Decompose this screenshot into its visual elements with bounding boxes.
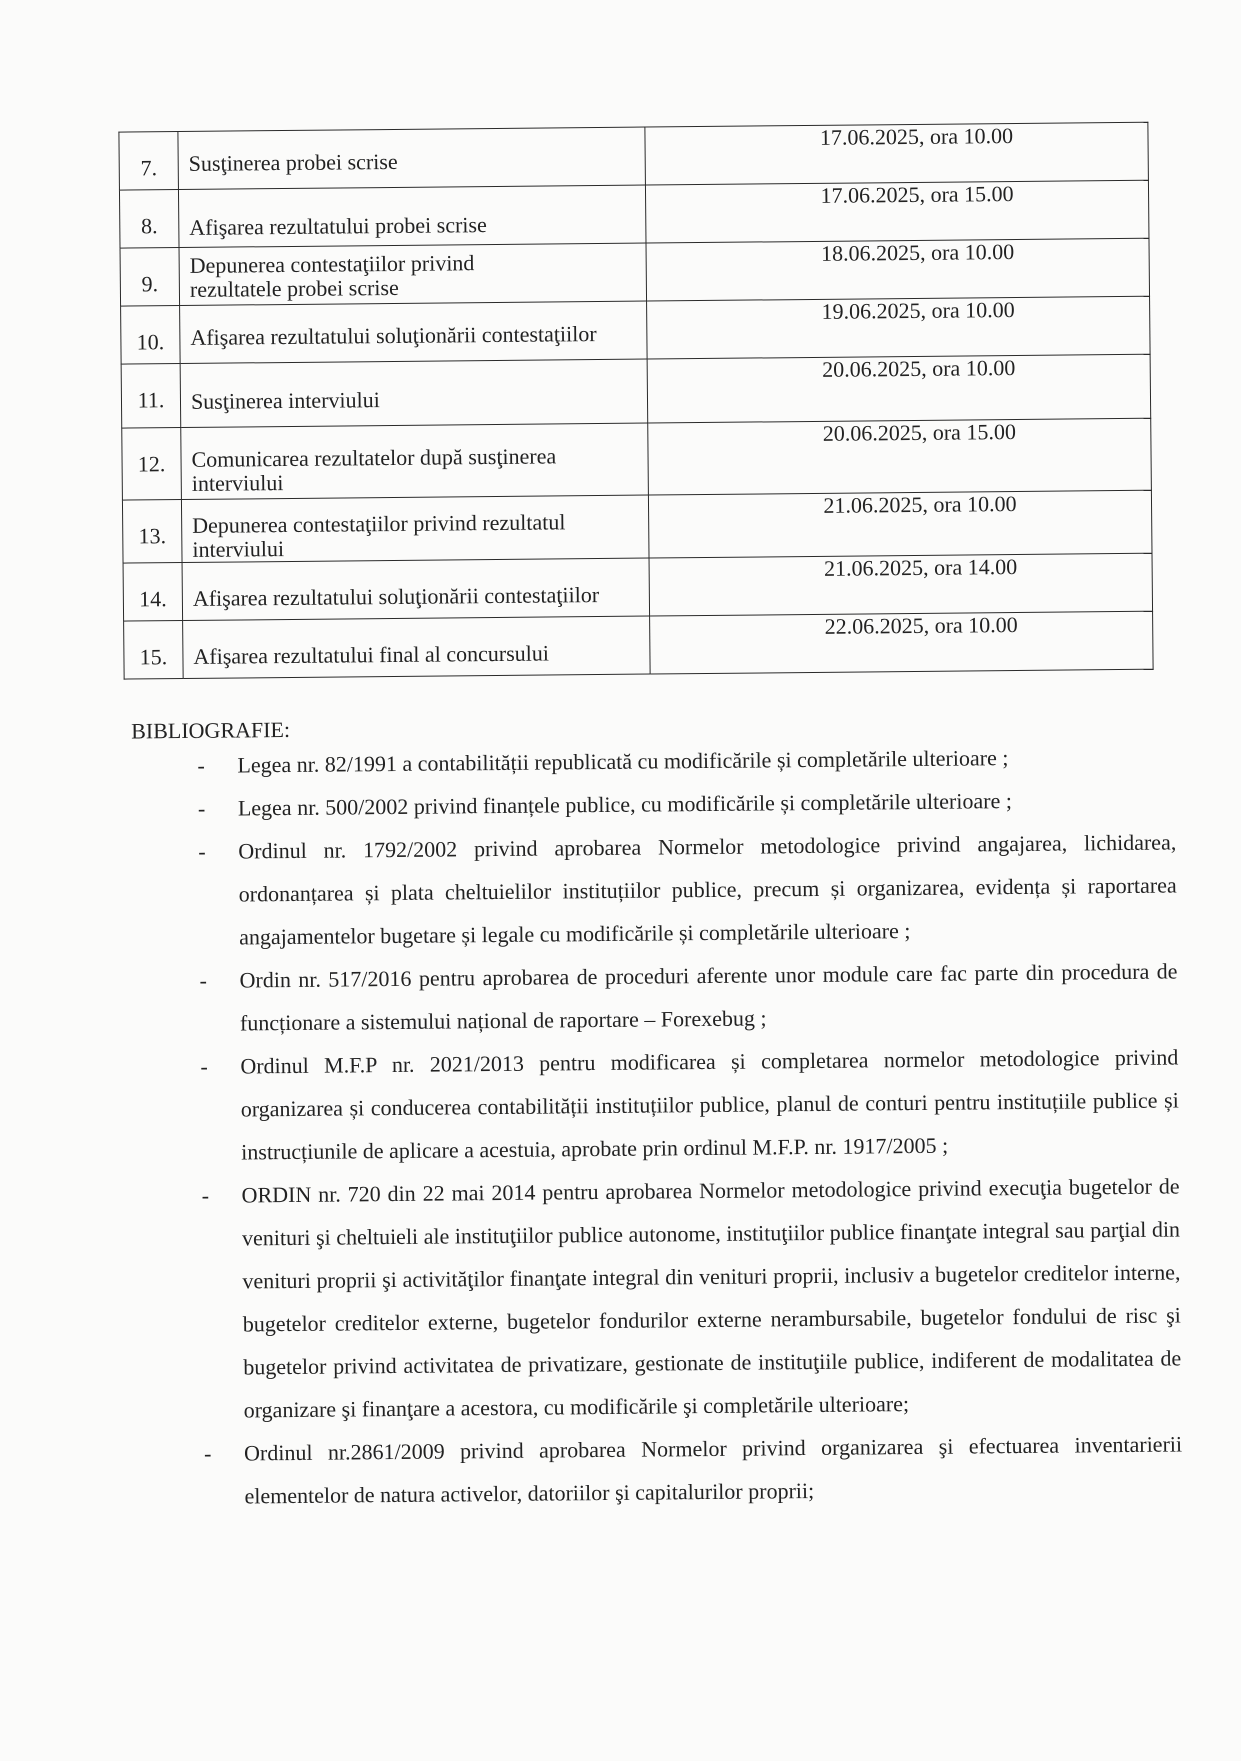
table-row: [122, 490, 1152, 563]
datetime-cell: 17.06.2025, ora 10.00: [645, 122, 1149, 185]
activity-text: Afişarea rezultatului soluţionării contestaţiilor: [190, 321, 597, 350]
activity-cell: [178, 127, 646, 189]
reference-text: Legea nr. 500/2002 privind finanțele publice, cu modificările și completările ulterioare ;: [237, 788, 1012, 821]
activity-cell: [182, 558, 650, 620]
activity-text: Susţinerea probei scrise: [188, 148, 398, 176]
table-row: [119, 122, 1149, 190]
dash-bullet-icon: -: [201, 1182, 210, 1208]
datetime-cell: 19.06.2025, ora 10.00: [647, 296, 1151, 359]
activity-text: Afişarea rezultatului soluţionării contestaţiilor: [192, 582, 600, 611]
reference-text: Ordinul nr. 1792/2002 privind aprobarea Normelor metodologice privind angajarea, lichidarea, ordonanțarea și plata cheltuielilor instituțiilor publice, precum și organizarea, evidența și raportarea angajamentelor bugetare și legale cu modificările și completările ulterioare ;: [238, 829, 1177, 950]
bibliography-section: [131, 708, 1199, 1518]
table-row: [119, 180, 1149, 248]
dash-bullet-icon: -: [203, 1440, 212, 1466]
table-row: [122, 418, 1152, 500]
list-item: [134, 1035, 1179, 1174]
activity-cell: [183, 616, 651, 678]
reference-text: Ordin nr. 517/2016 pentru aprobarea de proceduri aferente unor module care fac parte din procedura de funcționare a sistemului național de raportare – Forexebug ;: [239, 958, 1178, 1036]
row-number: 15.: [124, 621, 184, 680]
activity-cell: [178, 185, 646, 247]
dash-bullet-icon: -: [197, 752, 205, 778]
activity-cell: [179, 243, 647, 305]
datetime-cell: 20.06.2025, ora 10.00: [647, 354, 1151, 423]
reference-text: Ordinul nr.2861/2009 privind aprobarea Normelor privind organizarea şi efectuarea inventarierii elementelor de natura activelor, datoriilor şi capitalurilor proprii;: [243, 1431, 1183, 1509]
list-item: [132, 820, 1177, 959]
row-number: 10.: [121, 306, 181, 365]
row-number: 12.: [122, 428, 182, 501]
reference-text: ORDIN nr. 720 din 22 mai 2014 pentru aprobarea Normelor metodologice privind execuţia bugetelor de venituri şi cheltuieli ale instituţiilor publice autonome, instituţiilor publice finanţate integral sau parţial din venituri proprii şi activităţilor finanţate integral din venituri proprii, inclusiv a bugetelor creditelor interne, bugetelor creditelor externe, bugetelor fondurilor externe nerambursabile, bugetelor fondului de risc şi bugetelor privind activitatea de privatizare, gestionate de instituţiile publice, indiferent de modalitatea de organizare şi finanţare a acestora, cu modificările şi completările ulterioare;: [241, 1173, 1182, 1423]
activity-cell: [180, 359, 648, 427]
row-number: 9.: [120, 248, 180, 307]
datetime-cell: 21.06.2025, ora 10.00: [648, 490, 1152, 558]
table-row: [121, 296, 1151, 364]
table-row: [123, 553, 1153, 621]
activity-cell: [180, 301, 648, 363]
table-row: [120, 238, 1150, 306]
activity-text: Susţinerea interviului: [190, 387, 380, 414]
row-number: 7.: [119, 132, 179, 191]
table-row: [121, 354, 1151, 428]
activity-text: Afişarea rezultatului probei scrise: [189, 212, 487, 240]
table-row: [124, 611, 1154, 679]
list-item: [135, 1164, 1181, 1432]
dash-bullet-icon: -: [198, 838, 206, 864]
reference-text: Ordinul M.F.P nr. 2021/2013 pentru modificarea și completarea normelor metodologice privind organizarea și conducerea contabilității instituțiilor publice, planul de conturi pentru instituțiile publice și instrucțiunile de aplicare a acestuia, aprobate prin ordinul M.F.P. nr. 1917/2005 ;: [240, 1044, 1179, 1165]
activity-cell: [181, 495, 649, 562]
row-number: 8.: [119, 190, 179, 249]
datetime-cell: 17.06.2025, ora 15.00: [645, 180, 1149, 243]
activity-text: Depunerea contestaţiilor privind rezultatele probei scrise: [189, 250, 475, 302]
dash-bullet-icon: -: [199, 967, 208, 993]
list-item: [133, 949, 1178, 1045]
dash-bullet-icon: -: [197, 795, 206, 821]
datetime-cell: 22.06.2025, ora 10.00: [650, 611, 1154, 674]
row-number: 14.: [123, 563, 183, 622]
bibliography-list: [131, 734, 1198, 1518]
activity-cell: [181, 423, 649, 499]
bibliography-title: BIBLIOGRAFIE:: [131, 716, 291, 744]
activity-text: Afişarea rezultatului final al concursului: [193, 640, 550, 669]
reference-text: Legea nr. 82/1991 a contabilității republicată cu modificările și completările ulterioare ;: [237, 745, 1009, 778]
activity-text: Depunerea contestaţiilor privind rezultatul interviului: [192, 509, 566, 562]
datetime-cell: 18.06.2025, ora 10.00: [646, 238, 1150, 301]
dash-bullet-icon: -: [200, 1053, 208, 1079]
row-number: 11.: [121, 364, 181, 429]
datetime-cell: 21.06.2025, ora 14.00: [649, 553, 1153, 616]
list-item: [138, 1422, 1183, 1518]
datetime-cell: 20.06.2025, ora 15.00: [648, 418, 1152, 495]
activity-text: Comunicarea rezultatelor după susţinerea interviului: [191, 443, 557, 496]
row-number: 13.: [122, 500, 182, 564]
schedule-table: [118, 122, 1153, 680]
